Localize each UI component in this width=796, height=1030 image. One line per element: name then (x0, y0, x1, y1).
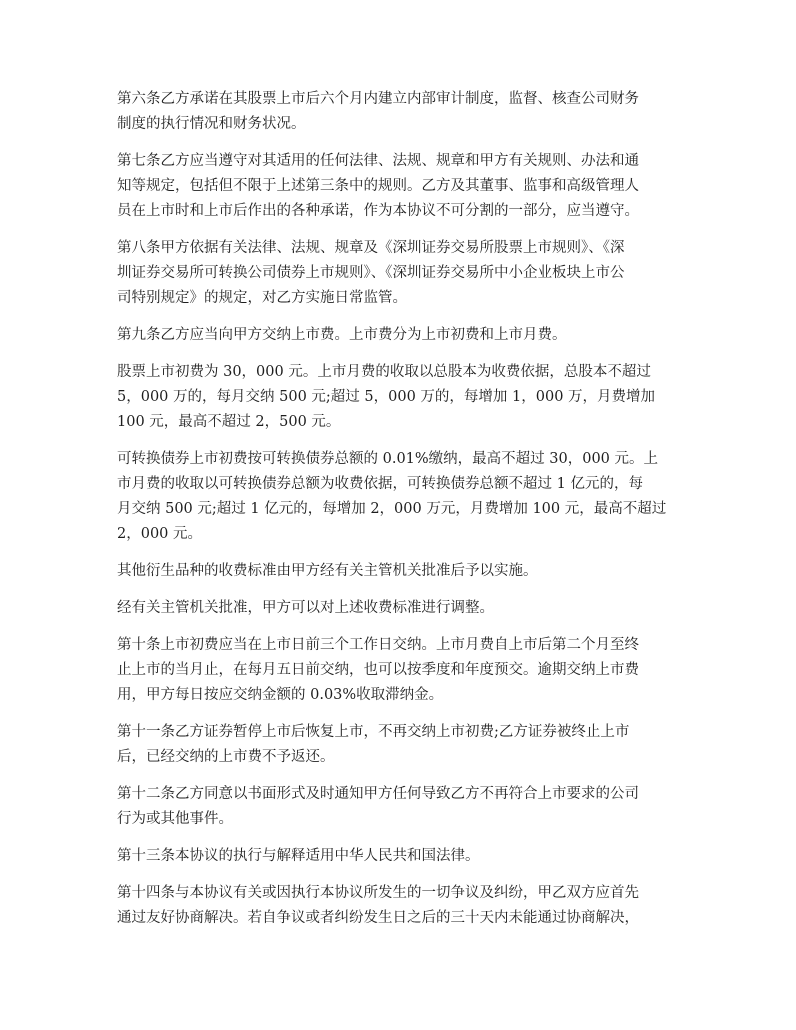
convertible-bond-fee-paragraph: 可转换债券上市初费按可转换债券总额的 0.01%缴纳，最高不超过 30，000 元。上 市月费的收取以可转换债券总额为收费依据，可转换债券总额不超过 1 亿元的，每 月交纳 500 元;超过 1 亿元的，每增加 2，000 万元，月费增加 100 元，最高不超过 2，000 元。 (117, 451, 667, 542)
article-13-paragraph: 第十三条本协议的执行与解释适用中华人民共和国法律。 (117, 848, 480, 864)
article-9-paragraph: 第九条乙方应当向甲方交纳上市费。上市费分为上市初费和上市月费。 (117, 327, 567, 343)
fee-adjustment-paragraph: 经有关主管机关批准，甲方可以对上述收费标准进行调整。 (117, 600, 494, 616)
article-11-paragraph: 第十一条乙方证券暂停上市后恢复上市，不再交纳上市初费;乙方证券被终止上市 后，已经交纳的上市费不予返还。 (117, 724, 630, 765)
stock-listing-fee-paragraph: 股票上市初费为 30，000 元。上市月费的收取以总股本为收费依据，总股本不超过 5，000 万的，每月交纳 500 元;超过 5，000 万的，每增加 1，000 万，月费增加 100 元，最高不超过 2，500 元。 (117, 364, 656, 430)
article-7-paragraph: 第七条乙方应当遵守对其适用的任何法律、法规、规章和甲方有关规则、办法和通 知等规定，包括但不限于上述第三条中的规则。乙方及其董事、监事和高级管理人 员在上市时和上市后作出的各种承诺，作为本协议不可分割的一部分，应当遵守。 (117, 153, 639, 219)
article-10-paragraph: 第十条上市初费应当在上市日前三个工作日交纳。上市月费自上市后第二个月至终 止上市的当月止，在每月五日前交纳，也可以按季度和年度预交。逾期交纳上市费 用，甲方每日按应交纳金额的 0.03%收取滞纳金。 (117, 637, 639, 703)
article-14-paragraph: 第十四条与本协议有关或因执行本协议所发生的一切争议及纠纷，甲乙双方应首先 通过友好协商解决。若自争议或者纠纷发生日之后的三十天内未能通过协商解决， (117, 885, 639, 926)
article-8-paragraph: 第八条甲方依据有关法律、法规、规章及《深圳证券交易所股票上市规则》、《深 圳证券交易所可转换公司债券上市规则》、《深圳证券交易所中小企业板块上市公 司特别规定》的规定，对乙方实施日常监管。 (117, 240, 625, 306)
document-page (117, 87, 682, 943)
article-6-paragraph: 第六条乙方承诺在其股票上市后六个月内建立内部审计制度，监督、核查公司财务 制度的执行情况和财务状况。 (117, 91, 639, 132)
article-12-paragraph: 第十二条乙方同意以书面形式及时通知甲方任何导致乙方不再符合上市要求的公司 行为或其他事件。 (117, 786, 639, 827)
derivatives-fee-paragraph: 其他衍生品种的收费标准由甲方经有关主管机关批准后予以实施。 (117, 563, 538, 579)
